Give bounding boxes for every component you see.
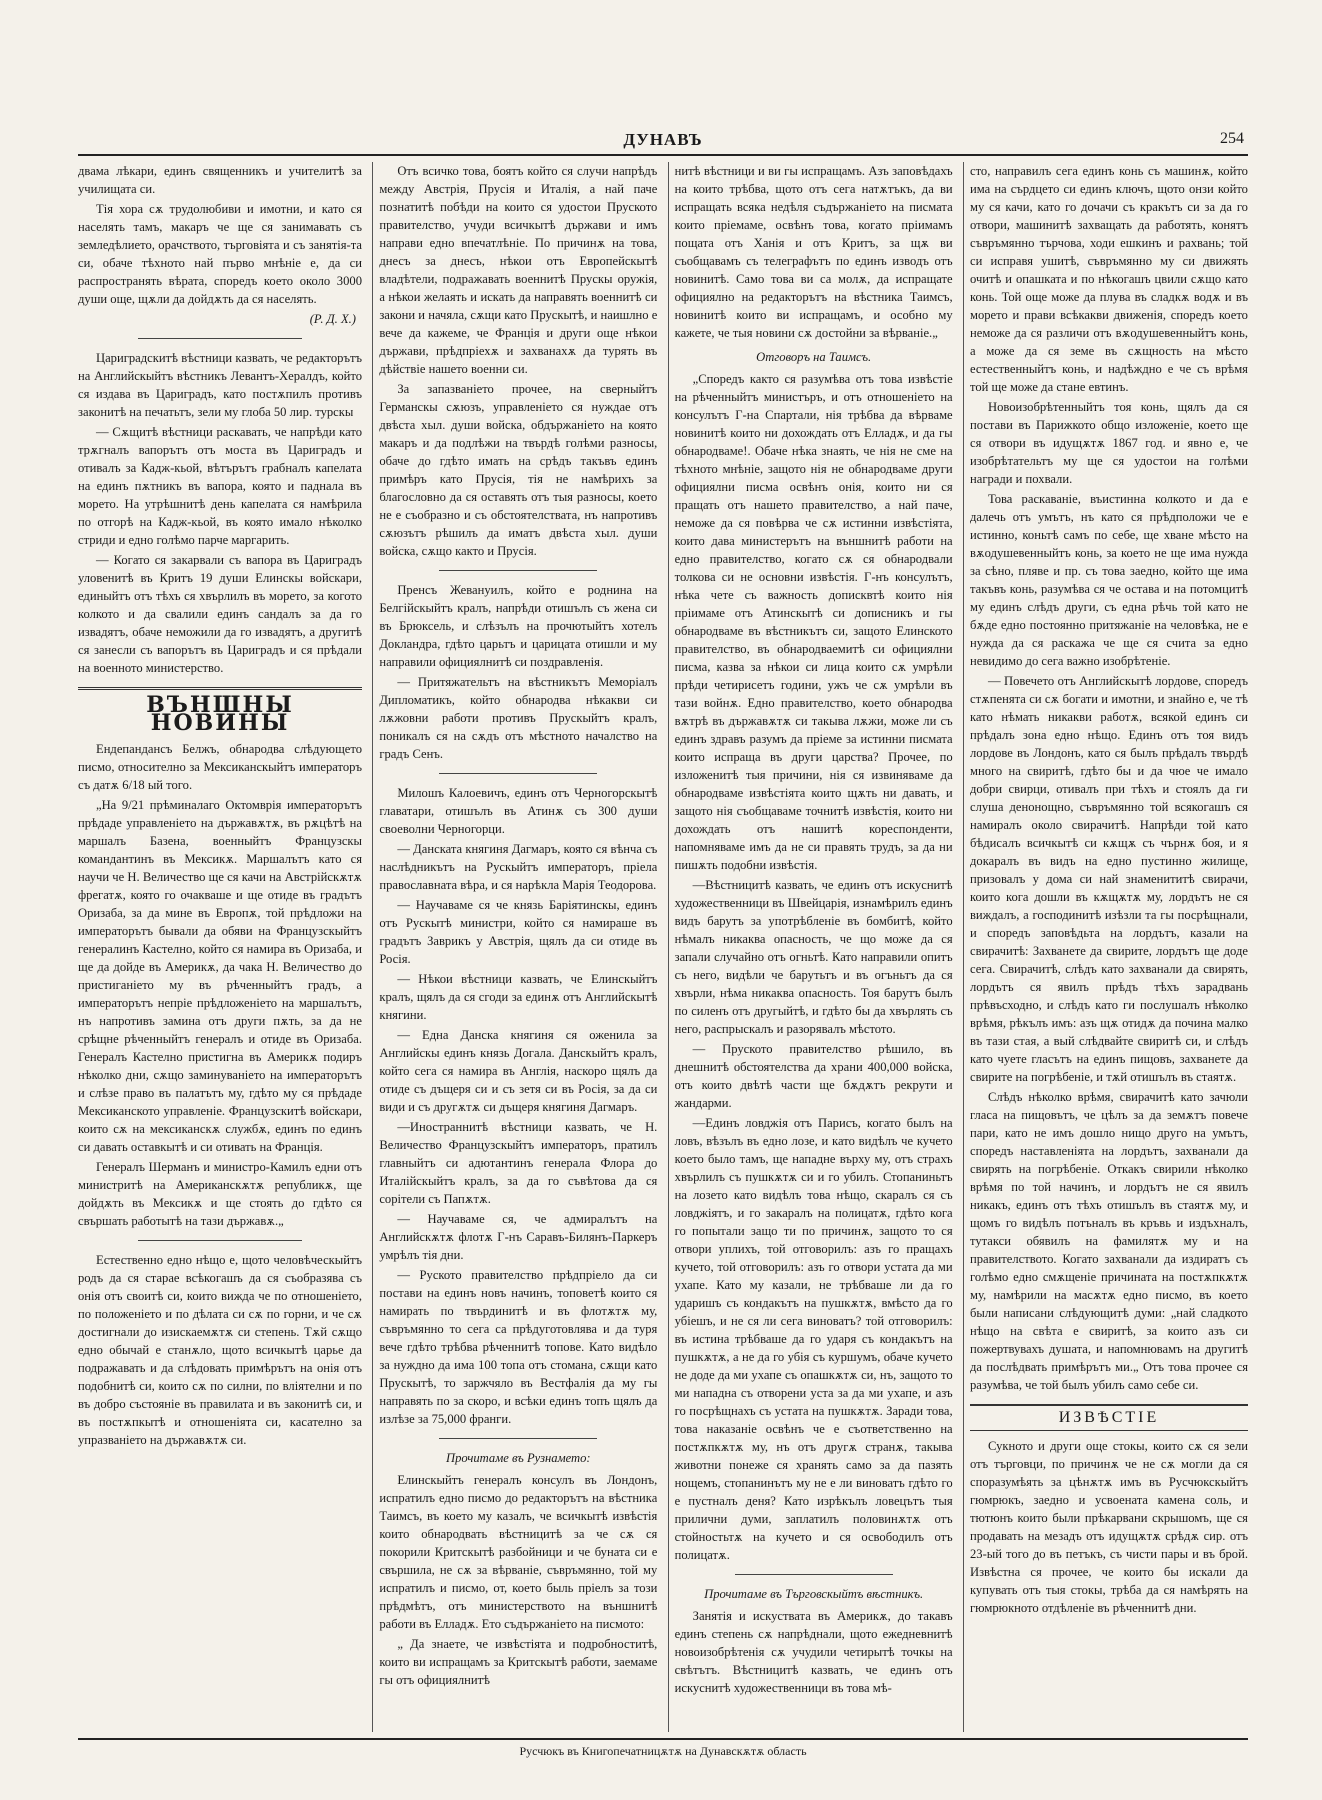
columns bbox=[78, 162, 1248, 1732]
article-text: —Единъ ловджія отъ Парисъ, когато былъ на ловъ, вѣзълъ въ едно лозе, и като видѣлъ че кучето което было тамъ, ще нападне върху му, отъ страхъ хвърлилъ съ пушкѫтѫ си и го убилъ. Стопаниньтъ на лозето като видѣлъ това нѣщо, скаралъ ся съ ловджіятъ, и го закаралъ на полицатѫ, гдѣто кога го попытали защо ти по причинѫ, защото то ся отвори уплихъ, той отговорилъ: азъ го пращахъ кучето, той отговорилъ: азъ го отвори устата да ми ухапе. Като му казали, не трѣбваше ли да го ударишъ съ кондакътъ на пушкѫтѫ, вмѣсто да го убіешъ, и не ся ли сега виноватъ? той отговорилъ: въ истина трѣбваше да го ударя съ кондакътъ на пушкѫтѫ, а не да го убія съ куршумъ, обаче кучето не доде да ми ухапе съ опашкѫтѫ си, нъ, защото то ми нападна съ отворени уста за да ми ухапе, и азъ го посрѣщнахъ съ устата на пушкѫтѫ. Заради това, това наказаніе освѣнъ че е съответственно на постѫпкѫтѫ му, нъ отъ другѫ странѫ, такыва животни понеже ся хранять само за да пазять нощемъ, стопанинътъ му не е ли виноватъ гдѣто го е пустналъ деня? Като изрѣкълъ ловецътъ тыя прилични думи, заплатилъ половинѫтѫ отъ стойностьтѫ на кучето и ся освободилъ отъ полицатѫ. bbox=[674, 1116, 953, 1562]
article-text: „Споредъ както ся разумѣва отъ това извѣстіе на рѣченныйтъ министъръ, и отъ отношеніето на консулътъ Г-на Спартали, нія трѣбва да вѣрваме новинитѣ които ни дохождать отъ Елладѫ, и да гы обнародваме!. Обаче нѣка знаять, че нія не сме на тѣхното мнѣніе, защото нія не обнародваме други официялни писма освѣнъ онія, които ни ся пращать отъ нашето правителство, а най паче, неможе да ся повѣрва че сѫ истинни извѣстіята, които дава министерътъ на външнитѣ работи на едно правителство, когато сѫ ся обнародвали толкова си не основни извѣстія. Г-нъ консулътъ, нѣка чете съ важность дописквтѣ които нія пріимаме отъ Атинскытѣ си дописникъ и гы обнародваме въ вѣстникътъ си, защото Елинското правителство, въ обнародваемитѣ си официялни писма, казва за нѣкои си лица които сѫ умрѣли прѣди четирисетъ години, ужъ че сѫ умрѣли въ тази войнѫ. Едно правителство, което обнародва вѫтрѣ въ държавѫтѫ си такыва лѫжи, може ли съ единъ здравъ разумъ да пріеме за истинни писмата които испраща въ други царства? Прочее, по изложенитѣ тыя причини, нія ся извиняваме да обнародваме извѣстіята които щѫть ни давать, и защото нія съобщаваме точнитѣ извѣстія, които ни дохождать отъ нашитѣ кореспонденти, напомняваме имъ да не си правять трудъ, за да ни пишѫть подобни извѣстія. bbox=[674, 372, 953, 872]
notice-heading: ИЗВѢСТІЕ bbox=[970, 1404, 1248, 1431]
article-text: Тія хора сѫ трудолюбиви и имотни, и като ся населять тамъ, макаръ че ще ся занимавать съ земледѣлието, орачството, търговіята и съ занятія-та си, обаче тѣхното най първо мнѣніе е, да си распространять вѣрата, споредъ което около 3000 души още, щѫли да дойдѫть да ся населять. bbox=[78, 202, 362, 306]
article-text: Естественно едно нѣщо е, щото человѣческыйтъ родъ да ся старае всѣкогашъ да ся съобразява съ онія отъ своитѣ си, които вижда че по отношеніето, по положеніето и по дѣлата си сѫ по горни, и че сѫ достигнали до изискаемѫтѫ си степень. Тѫй сѫщо едно обычай е станѫло, щото всичкытѣ царье да подражавать и да слѣдовать примѣрътъ на онія отъ подобнитѣ си, които сѫ по силни, по вліятелни и по въ добро състояніе въ правилата и въ законитѣ си, и въ постѫпкытѣ и отношеніята си, касателно за упразваніето на държавѫтѫ си. bbox=[78, 1253, 362, 1447]
article-text: „ Да знаете, че извѣстіята и подробноститѣ, които ви испращамъ за Критскытѣ работи, заемаме гы отъ официялнитѣ bbox=[379, 1637, 658, 1687]
article-signature: (Р. Д. Х.) bbox=[309, 312, 356, 326]
divider bbox=[439, 1438, 597, 1439]
article-text: — Една Данска княгиня ся оженила за Английскы единъ князь Догала. Данскыйтъ кралъ, който сега ся намира въ Англія, наскоро щялъ да отиде съ дъщеря си и съ зетя си въ Росія, за да си види и съ другѫтѫ си дъщеря княгиня Дагмаръ. bbox=[379, 1028, 658, 1114]
article-text: — Руското правителство прѣдпріело да си постави на единъ новъ начинъ, топоветѣ които ся намирать по твърдинитѣ и въ флотѫтѫ му, съвръмянно то сега са прѣдуготовлява и да туря вече гдѣто трѣбва рѣченнитѣ топове. Като видѣло за нуждно да има 100 топа отъ стомана, сѫщи като Прускытѣ, то заржчяло въ Вестфалія да му гы направять по за скоро, и всѣки единъ топъ щялъ да излѣзе за 75,000 франги. bbox=[379, 1268, 658, 1426]
article-text: — Научаваме ся, че адмиралътъ на Английскѫтѫ флотѫ Г-нъ Саравъ-Билянъ-Паркеръ умрѣлъ тія дни. bbox=[379, 1212, 658, 1262]
article-text: Слѣдъ нѣколко врѣмя, свирачитѣ като зачюли гласа на пищовътъ, че цѣлъ за да земѫтъ повече пари, като не имъ дошло нищо друго на умътъ, споредъ наставленіята на лордътъ, захванали да свирять на погрѣбеніе. Откакъ свирили нѣколко врѣмя по той начинъ, и лордътъ не ся явилъ никакъ, единъ отъ тѣхъ отишълъ въ стаятѫ му, и щомъ го видѣлъ потъналъ въ кръвь и издъхналъ, тутакси обявилъ на фамилятѫ му и на правителството. Когато захванали да издиратъ съ голѣмо едно смѫщеніе причината на постѫпкѫтѫ му, намѣрили на масѫтѫ едно писмо, въ което были написани слѣдующитѣ думи: „най сладкото нѣщо на свѣта е свиритѣ, за които азъ си пожертвувахъ душата, и напомнювамъ на другитѣ да послѣдвать примѣрътъ ми.„ Отъ това прочее ся разумѣва, че той былъ убилъ само себе си. bbox=[969, 1090, 1248, 1392]
article-text: Пренсъ Жевануилъ, който е роднина на Белгійскыйтъ кралъ, напрѣди отишълъ съ жена си въ Брюксель, и слѣзълъ на прочютыйтъ хотелъ Докландра, гдѣто царьтъ и царицата отишли и му направили официялнитѣ си поздравленія. bbox=[379, 583, 658, 669]
section-heading: ВЪНШНЫ НОВИНЫ bbox=[146, 692, 294, 736]
article-text: Елинскыйтъ генералъ консулъ въ Лондонъ, испратилъ едно писмо до редакторътъ на вѣстника Таимсъ, въ което му казалъ, че всичкытѣ извѣстія които обнародвать вѣстницитѣ за че сѫ ся покорили Критскытѣ разбойници и че буната си е свършила, не сѫ за вѣрваніе, съвръмянно, той му испратилъ и писмо, от, което быль пріелъ за този прѣдмѣтъ, отъ министерството на външнитѣ работи въ Елладѫ. Ето съдържаніето на писмото: bbox=[379, 1473, 658, 1631]
section-subheading: Прочитаме въ Рузнамето: bbox=[446, 1451, 591, 1465]
article-text: двама лѣкари, единъ священникъ и учителитѣ за училищата си. bbox=[78, 164, 362, 196]
article-text: Отъ всичко това, боятъ който ся случи напрѣдъ между Австрія, Прусія и Италія, а най паче познатитѣ побѣди на които ся удостои Пруското правителство, учуди всичкытѣ държави и имъ направи едно впечатлѣніе. По причинѫ на това, днесъ за днесъ, нѣкои отъ Европейскытѣ владѣтели, подражавать военнитѣ Прускы оружія, а нѣкои желаять и искать да направять военнитѣ си закони и начяла, сѫщи като Прускытѣ, и наишлно е вече да кажеме, че Франція и други още нѣкои държави, прѣдпріехѫ и захванахѫ да турять въ дѣйствіе нашето военни си. bbox=[379, 164, 658, 376]
newspaper-title: ДУНАВЪ bbox=[623, 130, 703, 149]
article-text: — Повечето отъ Английскытѣ лордове, споредъ стѫпенята си сѫ богати и имотни, и знайно е, че тѣ като нѣмать никакви работѫ, всякой единъ си прѣдалъ зона едно нѣщо. Единъ отъ тоя видъ лордове въ Лондонъ, като ся былъ прѣдалъ твърдѣ много на свиритѣ, гдѣто бы и да чюе че имало добри свирци, отивалъ при тѣхъ и стоялъ да ги слуша денонощно, съвръмянно той всякогашъ ся намиралъ около свирачитѣ. Напрѣди той като бѣдисалъ всичкытѣ си кѫщѫ съ чърнѫ боя, и я докаралъ въ видъ на едно пустинно жилище, призовалъ у дома си най знаменититѣ свирачи, които кога дошли въ кѫщѫтѫ му, лордътъ не ся виждалъ, а господинитѣ изѣзли та гы посрѣщнали, и споредъ заповѣдьта на лордътъ, казали на свирачитѣ: Захванете да свирите, лордътъ ще доде сега. Свирачитѣ, слѣдъ като захванали да свирять, лордътъ ся явилъ прѣдъ тѣхъ зарадвань прѣвъсходно, и слѣдъ като ги послушалъ нѣколко врѣмя, рѣкълъ имъ: азъ щѫ отидѫ да почина малко въ тази стая, а вый слѣдвайте свиритѣ си, и слѣдъ като чуете гласътъ на единъ пищовъ, захванете да свирите на погрѣбеніе, и тѫй отишълъ въ стаятѫ. bbox=[969, 674, 1248, 1084]
column-1 bbox=[78, 162, 362, 1732]
divider bbox=[138, 338, 302, 339]
article-text: — Пруското правителство рѣшило, въ днешнитѣ обстоятелства да храни 400,000 войска, отъ които двѣтѣ части ще бѫдѫтъ рекрути и жандарми. bbox=[674, 1042, 953, 1110]
column-2 bbox=[372, 162, 657, 1732]
article-text: — Сѫщитѣ вѣстници раскавать, че напрѣди като трѫгналъ вапорътъ отъ моста въ Цариградъ и отивалъ за Кадж-кьой, вѣтърътъ грабналъ капелата на единъ пѫтникъ въ вапора, която и паднала въ морето. На утрѣшнитѣ день капелата ся намѣрила по отгорѣ на Кадж-кьой, въ която имало нѣколко стриди и едно голѣмо парче маргарить. bbox=[78, 425, 362, 547]
article-text: — Данската княгиня Дагмаръ, която ся вѣнча съ наслѣдникътъ на Рускыйтъ императоръ, пріела православната вѣра, и ся нарѣкла Марія Теодорова. bbox=[379, 842, 658, 892]
article-text: сто, направилъ сега единъ конь съ машинѫ, който има на сърдцето си единъ ключъ, щото онзи който му ся качи, като го дочачи съ кракътъ си за да го отвори, машинитѣ захващать да работять, конятъ съвръмянно търчова, ходи ешкинъ и рахвань; той си исправя ушитѣ, съвръмянно му си движять очитѣ и опашката и по нѣкогашъ цвили сѫщо като конь. Той още може да плува въ сладкѫ водѫ и въ морето и прави всѣкакви движенія, споредъ което неможе да ся различи отъ вѫодушевенныйтъ конь, а може да ся земе въ сѫщность на мѣсто естественныйтъ конь, и надѣждно е че съ врѣмя той ще може да стане евтинъ. bbox=[969, 164, 1248, 394]
article-text: — Притяжательтъ на вѣстникътъ Меморіалъ Дипломатикъ, който обнародва нѣкакви си лѫжовни работи противъ Прускыйтъ кралъ, поникалъ ся на сѫдъ отъ мѣстното началство на градъ Сенъ. bbox=[379, 675, 658, 761]
article-text: За запазваніето прочее, на сверныйтъ Германскы сѫюзъ, управленіето ся нуждае отъ двѣста хыл. души войска, обдържаніето на която макаръ и да подлѣжи на твърдѣ голѣми разносы, обаче до гдѣто имать на срѣдъ такъвъ единъ примѣръ като Прусія, тія не намѣрихъ за благословно да ся оставять отъ тыя разносы, което не е съобразно и съ обстоятелствата, нъ напротивъ сѫюзътъ рѣшилъ да иматъ двѣста хыл. души войска, сѫщо както и Прусія. bbox=[379, 382, 658, 558]
section-subheading: Отговоръ на Таимсъ. bbox=[756, 350, 872, 364]
column-3 bbox=[668, 162, 953, 1732]
article-text: — Когато ся закарвали съ вапора въ Цариградъ уловенитѣ въ Критъ 19 души Елинскы войскари, единыйтъ отъ тѣхъ ся хвърлилъ въ морето, за когото колкото и да свалили единъ сандалъ за да го извадятъ, обаче неможили да го извадятъ, а другитѣ ся занесли съ вапорътъ въ Цариградъ и ся прѣдали на военното министерство. bbox=[78, 553, 362, 675]
article-text: Цариградскитѣ вѣстници казвать, че редакторътъ на Английскыйтъ вѣстникъ Левантъ-Хералдъ, който ся издава въ Цариградъ, като постѫпилъ противъ законитѣ на печатьтъ, зели му глоба 50 лир. турскы bbox=[78, 351, 362, 419]
article-text: нитѣ вѣстници и ви гы испращамъ. Азъ заповѣдахъ на които трѣбва, щото отъ сега натѫтъкъ, да ви испращать всяка недѣля съдържаніето на писмата които пріемаме, освѣнъ това, когато пріимамъ пощата отъ Ханія и отъ Критъ, за щѫ ви съобщавамъ съ телеграфътъ по единъ изводъ отъ новинитѣ. Само това ви са молѫ, да испращате официялно на редакторътъ на вѣстника Таимсъ, новинитѣ които ви испращамъ, и особно му кажете, че тыя новини сѫ достойни за вѣрваніе.„ bbox=[674, 164, 953, 340]
article-text: Това раскаваніе, въистинна колкото и да е далечь отъ умътъ, нъ като ся прѣдположи че е истинно, коньтѣ самъ по себе, ще хване мѣсто на вѫодушевенныйтъ конь, за което не ще има нужда за сѣно, пляве и пр. съ това заедно, който ще има такъвъ конь, разумѣва ся че остава и на потомцитѣ му единъ слѣдъ други, съ една рѣчь той като не бѫде едно постоянно притяжаніе на человѣка, не е нужда да ся раскажа че ще ся счита за едно невидимо до сега важно изобрѣтеніе. bbox=[969, 492, 1248, 668]
printer-imprint: Русчюкъ въ Книгопечатницѫтѫ на Дунавскѫтѫ область bbox=[78, 1738, 1248, 1759]
section-subheading: Прочитаме въ Търговскыйтъ вѣстникъ. bbox=[704, 1587, 924, 1601]
article-text: Занятія и искуствата въ Америкѫ, до такавъ единъ степень сѫ напрѣднали, щото ежедневнитѣ новоизобрѣтенія сѫ учудили четирытѣ точкы на свѣтътъ. Вѣстницитѣ казвать, че единъ отъ искуснитѣ художественници въ това мѣ- bbox=[674, 1609, 953, 1695]
newspaper-page bbox=[78, 130, 1248, 1770]
article-text: — Нѣкои вѣстници казвать, че Елинскыйтъ кралъ, щялъ да ся сгоди за единѫ отъ Английскытѣ княгини. bbox=[379, 972, 658, 1022]
masthead bbox=[78, 130, 1248, 156]
divider bbox=[439, 570, 597, 571]
divider bbox=[735, 1574, 893, 1575]
article-text: —Вѣстницитѣ казвать, че единъ отъ искуснитѣ художественници въ Швейцарія, изнамѣрилъ единъ видъ барутъ за употрѣбленіе въ бомбитѣ, който нѣмалъ никаква опасность, че що може да ся запали случайно отъ огньтѣ. Като направили опитъ съ него, видѣли че барутьтъ и въ огъньтъ да ся хвърли, нѣма никаква опасность. Тоя барутъ былъ по силенъ отъ другыйтѣ, и гдѣто бы да хвърлять съ него, распрыскалъ и разорявалъ мѣстото. bbox=[674, 878, 953, 1036]
article-text: Новоизобрѣтенныйтъ тоя конь, щялъ да ся постави въ Парижкото общо изложеніе, което ще ся отвори въ идущѫтѫ 1867 год. и явно е, че изобрѣтательтъ му ще ся удостои на голѣми награди и похвали. bbox=[969, 400, 1248, 486]
article-text: Генералъ Шерманъ и министро-Камилъ едни отъ министритѣ на Американскѫтѫ републикѫ, ще дойдѫть въ Мексикѫ и ще стоять до гдѣто ся свършать работытѣ на тази държавѫ.„ bbox=[78, 1160, 362, 1228]
article-text: — Научаваме ся че князь Баріятинскы, единъ отъ Рускытѣ министри, който ся намираше въ градътъ Заврикъ у Австрія, щялъ да си отиде въ Росія. bbox=[379, 898, 658, 966]
page-number: 254 bbox=[1220, 130, 1244, 147]
divider bbox=[78, 687, 362, 690]
article-text: Сукното и други още стокы, които сѫ ся зели отъ търговци, по причинѫ че не сѫ могли да ся споразумѣять за цѣнѫтѫ имъ въ Русчюкскыйтъ гюмрюкъ, заедно и усвоената камена соль, и тютюнъ които были прѣкарвани скрышомъ, ще ся продавать на мезадъ отъ идущѫтѫ срѣдѫ сир. отъ 23-ый того до въ петъкъ, съ чисти пары и въ брой. Извѣстна ся прочее, че които бы искали да купувать отъ тыя стокы, трѣба да ся намѣрять на гюмрюкното отдѣленіе въ рѣченнитѣ дни. bbox=[969, 1439, 1248, 1615]
divider bbox=[138, 1240, 302, 1241]
divider bbox=[439, 773, 597, 774]
article-text: „На 9/21 прѣминалаго Октомврія императорътъ прѣдаде управленіето на държавѫтѫ, въ рѫцѣтѣ на маршалъ Базена, военныйтъ Французскы командантинъ въ Мексикѫ. Маршалътъ като ся научи че Н. Величество ще ся качи на Австрійскѫтѫ фрегатѫ, която го очакваше и ще отиде въ градътъ Оризаба, за да мине въ Европѫ, той прѣдложи на императорътъ бывали да обяви на Французскыйтъ генералинъ Кастелно, който ся намира въ Оризаба, и ще да дойде въ Америкѫ, да чака Н. Величество до пристиганіето му въ рѣченныйтъ градъ, а императорътъ непріе прѣдложеніето на маршалътъ, нъ напротивъ замина отъ други пѫть, за да не срѣщне рѣченныйтъ генералъ и отиде въ Оризаба. Генералъ Кастелно пристигна въ Америкѫ подиръ нѣколко дни, сѫщо заминуваніето на императорътъ и слѣзе право въ палатътъ му, гдѣто му ся прѣдаде Мексиканското управленіе. Французскитѣ войскари, които сѫ на мексиканскѫ службѫ, единъ по единъ си давать оставкытѣ и си отивать на Франція. bbox=[78, 798, 362, 1154]
article-text: Ендепандансъ Белжъ, обнародва слѣдующето писмо, относително за Мексиканскыйтъ императоръ съ датѫ 6/18 ый того. bbox=[78, 742, 362, 792]
column-4 bbox=[963, 162, 1248, 1732]
article-text: Милошъ Калоевичъ, единъ отъ Черногорскытѣ главатари, отишълъ въ Атинѫ съ 300 души своеволни Черногорци. bbox=[379, 786, 658, 836]
article-text: —Иностраннитѣ вѣстници казвать, че Н. Величество Французскыйтъ императоръ, пратилъ главныйтъ си адютантинъ генерала Флора до Италійскыйтъ кралъ, за да го съвѣтова да ся сорітели съ Папѫтѫ. bbox=[379, 1120, 658, 1206]
